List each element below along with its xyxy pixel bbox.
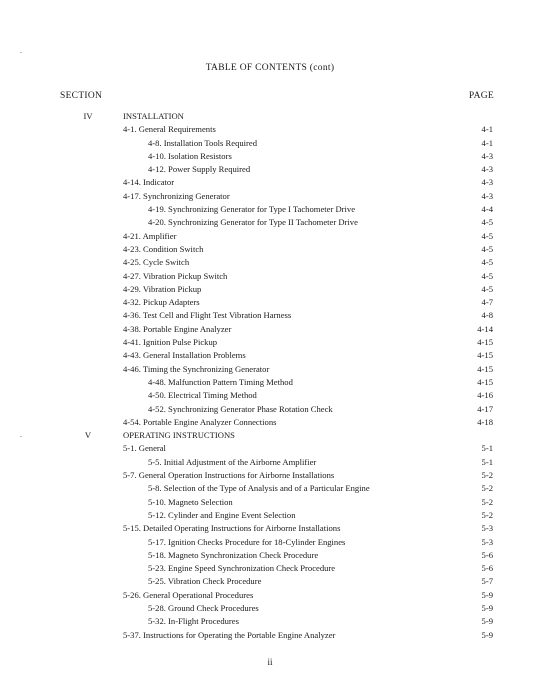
toc-page-ref: 5-9 [481, 589, 493, 600]
toc-entry-title: 4-41. Ignition Pulse Pickup [123, 337, 218, 348]
toc-entry-title: 5-8. Selection of the Type of Analysis and of a Particular Engine [148, 483, 370, 494]
toc-row [0, 602, 540, 615]
toc-entry-title: 4-14. Indicator [123, 177, 175, 188]
toc-entry-title: 5-32. In-Flight Procedures [148, 616, 239, 627]
toc-page-ref: 5-7 [481, 576, 493, 587]
toc-entry-title: 4-17. Synchronizing Generator [123, 190, 230, 201]
toc-page-ref: 4-15 [477, 350, 493, 361]
toc-page-ref: 4-16 [477, 390, 493, 401]
toc-entry-title: 4-29. Vibration Pickup [123, 283, 202, 294]
toc-entry-title: 5-23. Engine Speed Synchronization Check Procedure [148, 563, 336, 574]
toc-page-ref: 5-2 [481, 509, 493, 520]
toc-section-number: V [84, 430, 92, 441]
toc-row [0, 589, 540, 602]
toc-page-ref: 4-3 [481, 164, 493, 175]
toc-row [0, 137, 540, 150]
toc-page-ref: 4-5 [481, 230, 493, 241]
toc-section-heading: OPERATING INSTRUCTIONS [123, 430, 235, 441]
toc-page-ref: 5-9 [481, 616, 493, 627]
toc-page-ref: 4-8 [481, 310, 493, 321]
toc-row [0, 230, 540, 243]
toc-entry-title: 4-52. Synchronizing Generator Phase Rotation Check [148, 403, 333, 414]
toc-page-ref: 5-9 [481, 629, 493, 640]
toc-page-ref: 4-5 [481, 217, 493, 228]
toc-row [0, 389, 540, 402]
toc-row [0, 296, 540, 309]
toc-row [0, 496, 540, 509]
toc-page-ref: 5-1 [481, 456, 493, 467]
toc-entry-title: 4-36. Test Cell and Flight Test Vibration Harness [123, 310, 292, 321]
toc-row [0, 509, 540, 522]
toc-row [0, 482, 540, 495]
toc-page-ref: 4-14 [477, 323, 493, 334]
toc-page-ref: 4-7 [481, 297, 493, 308]
toc-page-ref: 4-5 [481, 243, 493, 254]
toc-entry-title: 4-8. Installation Tools Required [148, 137, 258, 148]
toc-row [0, 562, 540, 575]
toc-page-ref: 5-2 [481, 496, 493, 507]
toc-page-ref: 5-3 [481, 523, 493, 534]
toc-row [0, 150, 540, 163]
toc-page-ref: 4-1 [481, 137, 493, 148]
toc-entry-title: 4-46. Timing the Synchronizing Generator [123, 363, 270, 374]
toc-row [0, 469, 540, 482]
toc-page-ref: 5-3 [481, 536, 493, 547]
toc-page-ref: 4-17 [477, 403, 493, 414]
toc-entry-title: 4-1. General Requirements [123, 124, 216, 135]
toc-row [0, 176, 540, 189]
toc-row [0, 123, 540, 136]
toc-entry-title: 4-10. Isolation Resistors [148, 150, 232, 161]
toc-entry-title: 4-12. Power Supply Required [148, 164, 251, 175]
toc-row [0, 349, 540, 362]
toc-entry-title: 5-1. General [123, 443, 166, 454]
toc-row [0, 615, 540, 628]
toc-entry-title: 4-19. Synchronizing Generator for Type I Tachometer Drive [148, 204, 356, 215]
toc-entry-title: 5-15. Detailed Operating Instructions for Airborne Installations [123, 523, 341, 534]
toc-row [0, 110, 540, 123]
toc-page-ref: 4-3 [481, 177, 493, 188]
toc-row [0, 629, 540, 642]
toc-page-ref: 4-18 [477, 416, 493, 427]
toc-page-ref: 4-3 [481, 150, 493, 161]
toc-page-ref: 4-5 [481, 283, 493, 294]
toc-entry-title: 4-48. Malfunction Pattern Timing Method [148, 376, 293, 387]
toc-entry-title: 4-38. Portable Engine Analyzer [123, 323, 232, 334]
toc-entry-title: 4-43. General Installation Problems [123, 350, 246, 361]
toc-entry-title: 5-17. Ignition Checks Procedure for 18-Cylinder Engines [148, 536, 346, 547]
toc-row [0, 442, 540, 455]
toc-entry-title: 4-20. Synchronizing Generator for Type II Tachometer Drive [148, 217, 358, 228]
page-title: TABLE OF CONTENTS (cont) [205, 63, 335, 73]
toc-row [0, 549, 540, 562]
toc-entry-title: 5-18. Magneto Synchronization Check Procedure [148, 549, 319, 560]
toc-row [0, 363, 540, 376]
toc-row [0, 163, 540, 176]
toc-entry-title: 4-23. Condition Switch [123, 243, 204, 254]
toc-page-ref: 5-9 [481, 602, 493, 613]
toc-row [0, 216, 540, 229]
toc-page-ref: 4-5 [481, 257, 493, 268]
section-column-header: SECTION [60, 91, 103, 101]
toc-row [0, 323, 540, 336]
toc-page-ref: 4-4 [481, 204, 493, 215]
toc-row [0, 376, 540, 389]
toc-row [0, 283, 540, 296]
toc-page-ref: 5-6 [481, 563, 493, 574]
toc-entry-title: 4-25. Cycle Switch [123, 257, 190, 268]
toc-page-ref: 4-3 [481, 190, 493, 201]
toc-section-heading: INSTALLATION [123, 111, 184, 121]
toc-entry-title: 5-7. General Operation Instructions for Airborne Installations [123, 470, 335, 481]
toc-entry-title: 4-50. Electrical Timing Method [148, 390, 257, 401]
toc-row [0, 309, 540, 322]
toc-page-ref: 4-15 [477, 363, 493, 374]
toc-entry-title: 4-21. Amplifier [123, 230, 177, 241]
toc-list [0, 110, 540, 642]
toc-section-number: IV [83, 111, 93, 121]
toc-row [0, 190, 540, 203]
toc-entry-title: 5-37. Instructions for Operating the Portable Engine Analyzer [123, 629, 336, 640]
toc-row [0, 403, 540, 416]
toc-entry-title: 4-54. Portable Engine Analyzer Connections [123, 416, 277, 427]
toc-row [0, 429, 540, 442]
toc-page-ref: 4-5 [481, 270, 493, 281]
toc-entry-title: 5-5. Initial Adjustment of the Airborne Amplifier [148, 456, 317, 467]
toc-row [0, 243, 540, 256]
toc-page-ref: 5-2 [481, 470, 493, 481]
toc-row [0, 256, 540, 269]
toc-row [0, 336, 540, 349]
toc-page-ref: 5-6 [481, 549, 493, 560]
scan-mark [20, 52, 22, 53]
toc-page-ref: 4-15 [477, 376, 493, 387]
toc-entry-title: 5-10. Magneto Selection [148, 496, 233, 507]
toc-row [0, 536, 540, 549]
toc-row [0, 522, 540, 535]
toc-page-ref: 4-15 [477, 337, 493, 348]
page-column-header: PAGE [468, 91, 494, 101]
toc-entry-title: 5-26. General Operational Procedures [123, 589, 254, 600]
toc-page-ref: 5-1 [481, 443, 493, 454]
toc-entry-title: 4-32. Pickup Adapters [123, 297, 200, 308]
toc-page-ref: 4-1 [481, 124, 493, 135]
toc-entry-title: 5-25. Vibration Check Procedure [148, 576, 262, 587]
toc-entry-title: 4-27. Vibration Pickup Switch [123, 270, 228, 281]
toc-entry-title: 5-12. Cylinder and Engine Event Selection [148, 509, 296, 520]
toc-entry-title: 5-28. Ground Check Procedures [148, 602, 259, 613]
toc-row [0, 416, 540, 429]
toc-row [0, 203, 540, 216]
toc-row [0, 270, 540, 283]
toc-row [0, 575, 540, 588]
toc-page-ref: 5-2 [481, 483, 493, 494]
toc-row [0, 456, 540, 469]
page-number: ii [267, 657, 273, 667]
